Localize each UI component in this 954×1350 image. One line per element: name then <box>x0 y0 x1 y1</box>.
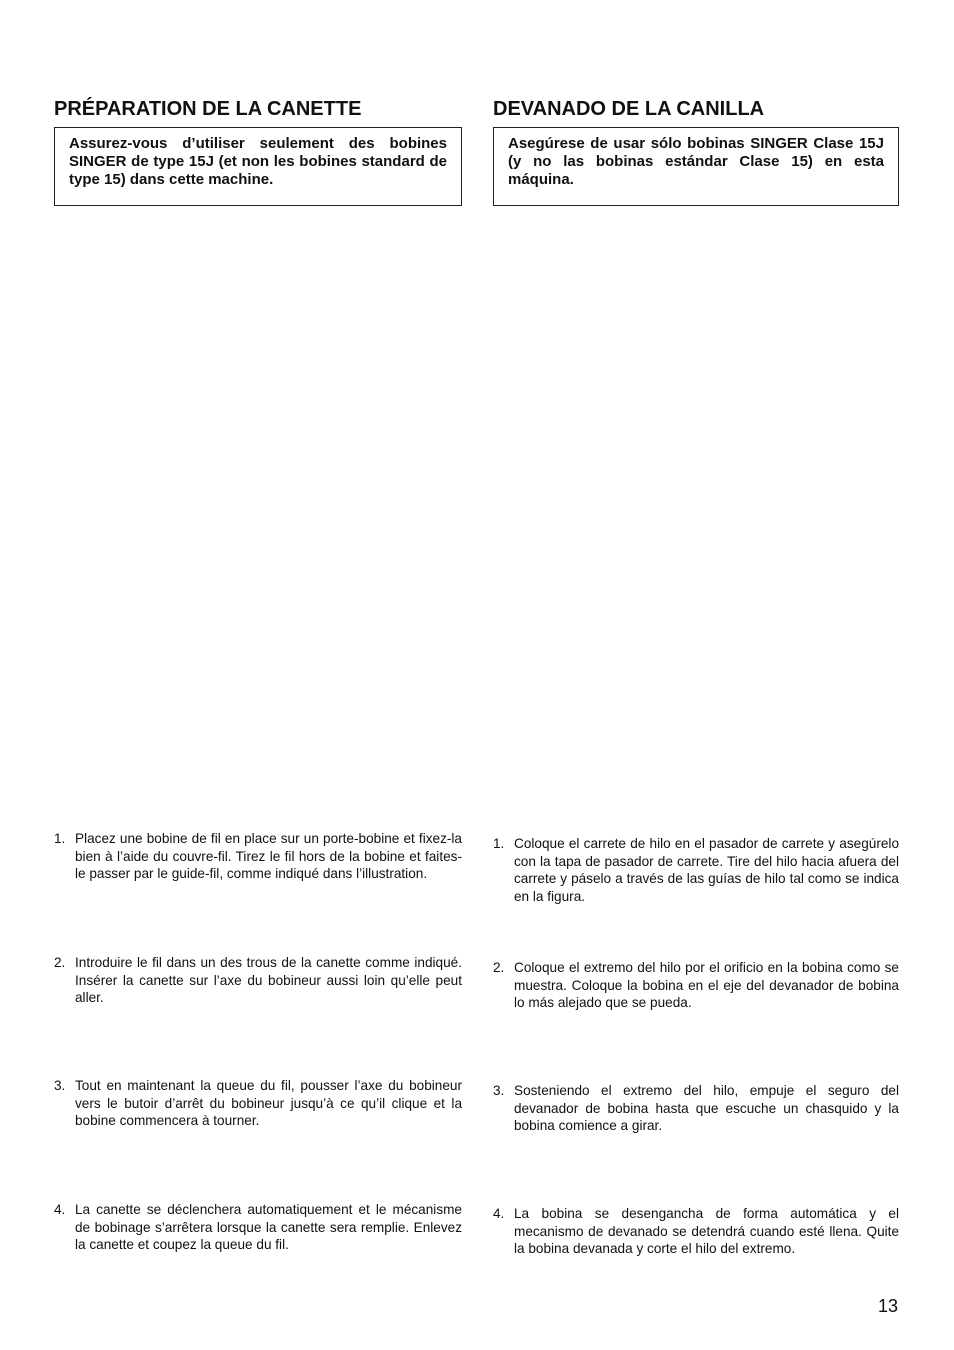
step-text: La bobina se desengancha de forma automática y el mecanismo de devanado se detendrá cuando esté llena. Quite la bobina devanada y corte el hilo del extremo. <box>514 1206 899 1257</box>
step-text: Coloque el carrete de hilo en el pasador de carrete y asegúrelo con la tapa de pasador de carrete. Tire del hilo hacia afuera del carrete y páselo a través de las guías de hilo tal como se indica en la figura. <box>514 836 899 904</box>
step-number: 3. <box>54 1078 66 1093</box>
step-4-spanish <box>493 1205 899 1258</box>
step-text: Coloque el extremo del hilo por el orificio en la bobina como se muestra. Coloque la bobina en el eje del devanador de bobina lo más alejado que se pueda. <box>514 960 899 1011</box>
note-box-spanish: Asegúrese de usar sólo bobinas SINGER Clase 15J (y no las bobinas estándar Clase 15) en esta máquina. <box>493 127 899 206</box>
step-text: Introduire le fil dans un des trous de la canette comme indiqué. Insérer la canette sur l’axe du bobineur aussi loin qu’elle peut aller. <box>75 955 462 1006</box>
step-text: Placez une bobine de fil en place sur un porte-bobine et fixez-la bien à l’aide du couvre-fil. Tirez le fil hors de la bobine et faites-le passer par le guide-fil, comme indiqué dans l’illustration. <box>75 831 462 882</box>
section-title-french: PRÉPARATION DE LA CANETTE <box>54 98 362 120</box>
step-1-french <box>54 830 462 883</box>
section-title-spanish: DEVANADO DE LA CANILLA <box>493 98 765 120</box>
step-text: Tout en maintenant la queue du fil, pousser l’axe du bobineur vers le butoir d’arrêt du bobineur jusqu’à ce qu’il clique et la bobine commencera à tourner. <box>75 1078 462 1129</box>
step-1-spanish <box>493 835 899 905</box>
step-text: Sosteniendo el extremo del hilo, empuje el seguro del devanador de bobina hasta que escuche un chasquido y la bobina comience a girar. <box>514 1083 899 1134</box>
step-4-french <box>54 1201 462 1254</box>
step-number: 1. <box>493 836 505 851</box>
step-3-spanish <box>493 1082 899 1135</box>
step-number: 2. <box>54 955 66 970</box>
step-2-french <box>54 954 462 1007</box>
step-number: 4. <box>54 1202 66 1217</box>
note-box-french: Assurez-vous d’utiliser seulement des bobines SINGER de type 15J (et non les bobines standard de type 15) dans cette machine. <box>54 127 462 206</box>
step-number: 4. <box>493 1206 505 1221</box>
step-number: 1. <box>54 831 66 846</box>
step-number: 2. <box>493 960 505 975</box>
page-number: 13 <box>878 1296 899 1316</box>
step-3-french <box>54 1077 462 1130</box>
step-text: La canette se déclenchera automatiquement et le mécanisme de bobinage s’arrêtera lorsque la canette sera remplie. Enlevez la canette et coupez la queue du fil. <box>75 1202 462 1253</box>
step-number: 3. <box>493 1083 505 1098</box>
step-2-spanish <box>493 959 899 1012</box>
